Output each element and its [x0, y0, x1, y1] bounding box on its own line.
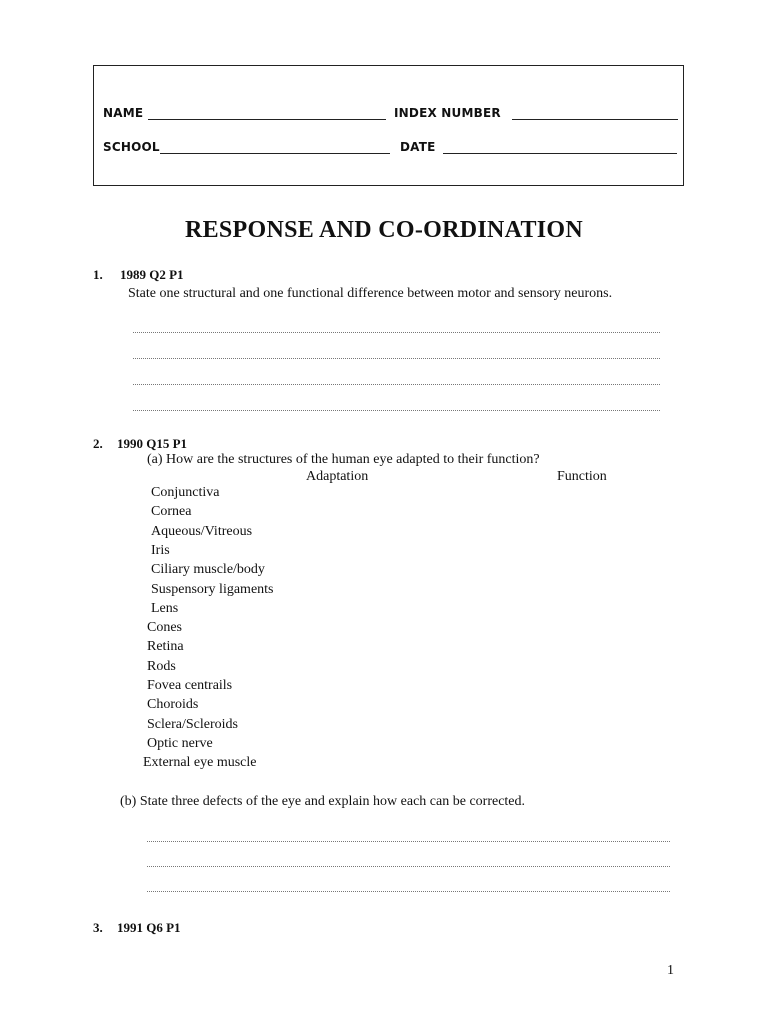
name-field[interactable]	[148, 119, 386, 120]
school-label: SCHOOL	[103, 140, 160, 154]
eye-structure-item: Conjunctiva	[151, 485, 220, 500]
answer-line[interactable]	[133, 346, 660, 359]
eye-structure-item: Fovea centrails	[147, 678, 233, 693]
eye-structure-item: Iris	[151, 543, 170, 558]
answer-line[interactable]	[133, 320, 660, 333]
answer-line[interactable]	[147, 879, 670, 892]
question-1-number: 1.	[93, 267, 103, 282]
column-header-adaptation: Adaptation	[306, 469, 369, 484]
answer-line[interactable]	[147, 829, 670, 842]
question-1-reference: 1989 Q2 P1	[120, 267, 184, 282]
column-header-function: Function	[557, 469, 607, 484]
question-1-text: State one structural and one functional difference between motor and sensory neurons.	[128, 286, 613, 301]
page-number: 1	[667, 963, 674, 978]
eye-structure-item: Choroids	[147, 697, 199, 712]
eye-structure-item: Rods	[147, 659, 176, 674]
eye-structure-item: Suspensory ligaments	[151, 582, 274, 597]
page-title: RESPONSE AND CO-ORDINATION	[184, 217, 584, 243]
question-3-reference: 1991 Q6 P1	[117, 920, 181, 935]
date-label: DATE	[400, 140, 436, 154]
eye-structure-item: Cones	[147, 620, 182, 635]
index-number-label: INDEX NUMBER	[394, 106, 501, 120]
eye-structure-item: Optic nerve	[147, 736, 213, 751]
question-2-reference: 1990 Q15 P1	[117, 436, 188, 451]
question-2b-text: (b) State three defects of the eye and explain how each can be corrected.	[120, 794, 526, 809]
eye-structure-item: Cornea	[151, 504, 192, 519]
question-2-number: 2.	[93, 436, 103, 451]
question-2a-text: (a) How are the structures of the human eye adapted to their function?	[147, 452, 540, 467]
date-field[interactable]	[443, 153, 677, 154]
index-number-field[interactable]	[512, 119, 678, 120]
question-3-number: 3.	[93, 920, 103, 935]
school-field[interactable]	[160, 153, 390, 154]
eye-structure-item: Lens	[151, 601, 179, 616]
answer-line[interactable]	[133, 398, 660, 411]
eye-structure-item: External eye muscle	[143, 755, 257, 770]
answer-line[interactable]	[147, 854, 670, 867]
name-label: NAME	[103, 106, 144, 120]
answer-line[interactable]	[133, 372, 660, 385]
eye-structure-item: Aqueous/Vitreous	[151, 524, 253, 539]
eye-structure-item: Retina	[147, 639, 184, 654]
eye-structure-item: Ciliary muscle/body	[151, 562, 265, 577]
eye-structure-item: Sclera/Scleroids	[147, 717, 238, 732]
student-details-box	[93, 65, 684, 186]
